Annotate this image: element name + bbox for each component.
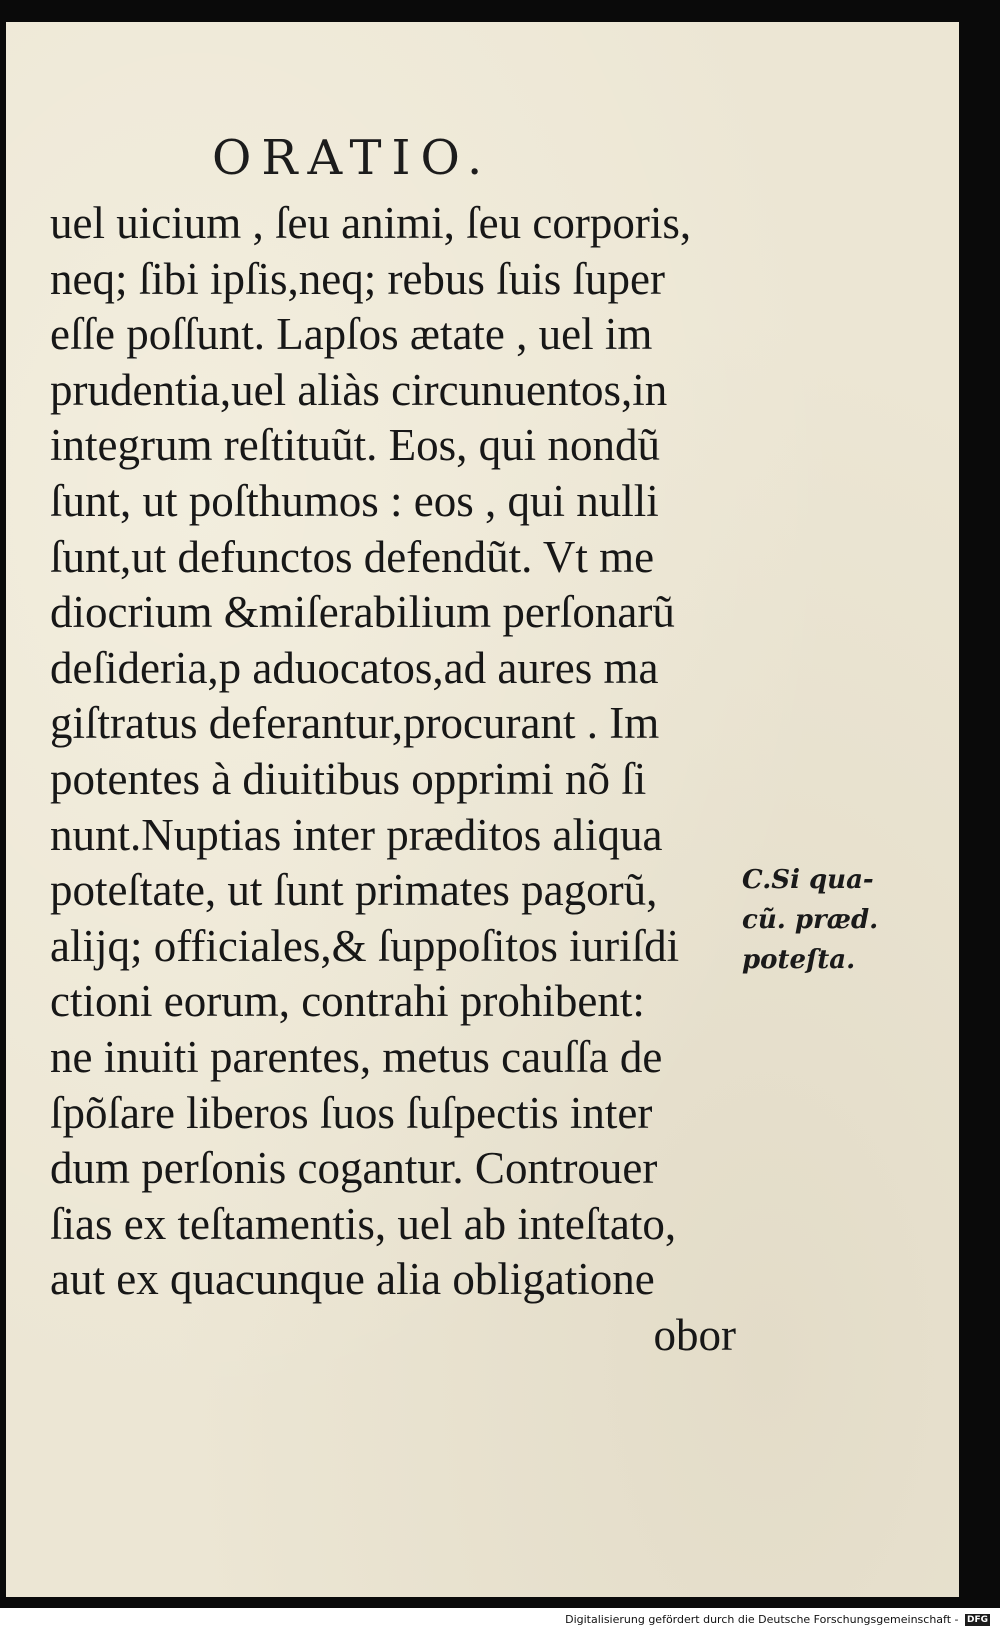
text-line: ne inuiti parentes, metus cauſſa de [50, 1031, 663, 1082]
text-line: uel uicium , ſeu animi, ſeu corporis, [50, 198, 692, 248]
credit-text: Digitalisierung gefördert durch die Deutsche Forschungsgemeinschaft - [565, 1613, 959, 1626]
text-line: alijq; officiales,& ſuppoſitos iuriſdi [50, 920, 680, 971]
marginal-note-line: cũ. præd. [742, 905, 879, 935]
text-line: eſſe poſſunt. Lapſos ætate , uel im [50, 309, 653, 360]
text-line: ſunt, ut poſthumos : eos , qui nulli [50, 475, 659, 526]
marginal-note-line: C.Si qua- [742, 865, 874, 895]
text-line: potentes à diuitibus opprimi nõ ſi [50, 753, 647, 804]
book-page [6, 22, 959, 1597]
running-head: ORATIO. [212, 130, 493, 186]
text-line: ſias ex teſtamentis, uel ab inteſtato, [50, 1198, 677, 1249]
text-line: poteſtate, ut ſunt primates pagorũ, [50, 865, 658, 916]
marginal-note [742, 860, 892, 980]
text-line: aut ex quacunque alia obligatione [50, 1254, 655, 1305]
marginal-note-line: poteſta. [742, 945, 856, 975]
text-line: giſtratus deferantur,procurant . Im [50, 698, 660, 749]
text-line: nunt.Nuptias inter præditos aliqua [50, 809, 663, 860]
text-line: ſunt,ut defunctos defendũt. Vt me [50, 531, 655, 582]
text-line: neq; ſibi ipſis,neq; rebus ſuis ſuper [50, 253, 665, 304]
text-line: ctioni eorum, contrahi prohibent: [50, 976, 645, 1027]
text-line: dum perſonis cogantur. Controuer [50, 1143, 658, 1194]
text-line: prudentia,uel aliàs circunuentos,in [50, 364, 668, 415]
text-line: diocrium &miſerabilium perſonarũ [50, 587, 675, 638]
text-line: integrum reſtituũt. Eos, qui nondũ [50, 420, 660, 471]
dfg-logo: DFG [966, 1615, 988, 1625]
catchword: obor [653, 1309, 736, 1360]
page-body [50, 196, 750, 1363]
digitization-credit [565, 1613, 990, 1626]
text-line: ſpõſare liberos ſuos ſuſpectis inter [50, 1087, 653, 1138]
text-line: deſideria,p aduocatos,ad aures ma [50, 642, 659, 693]
